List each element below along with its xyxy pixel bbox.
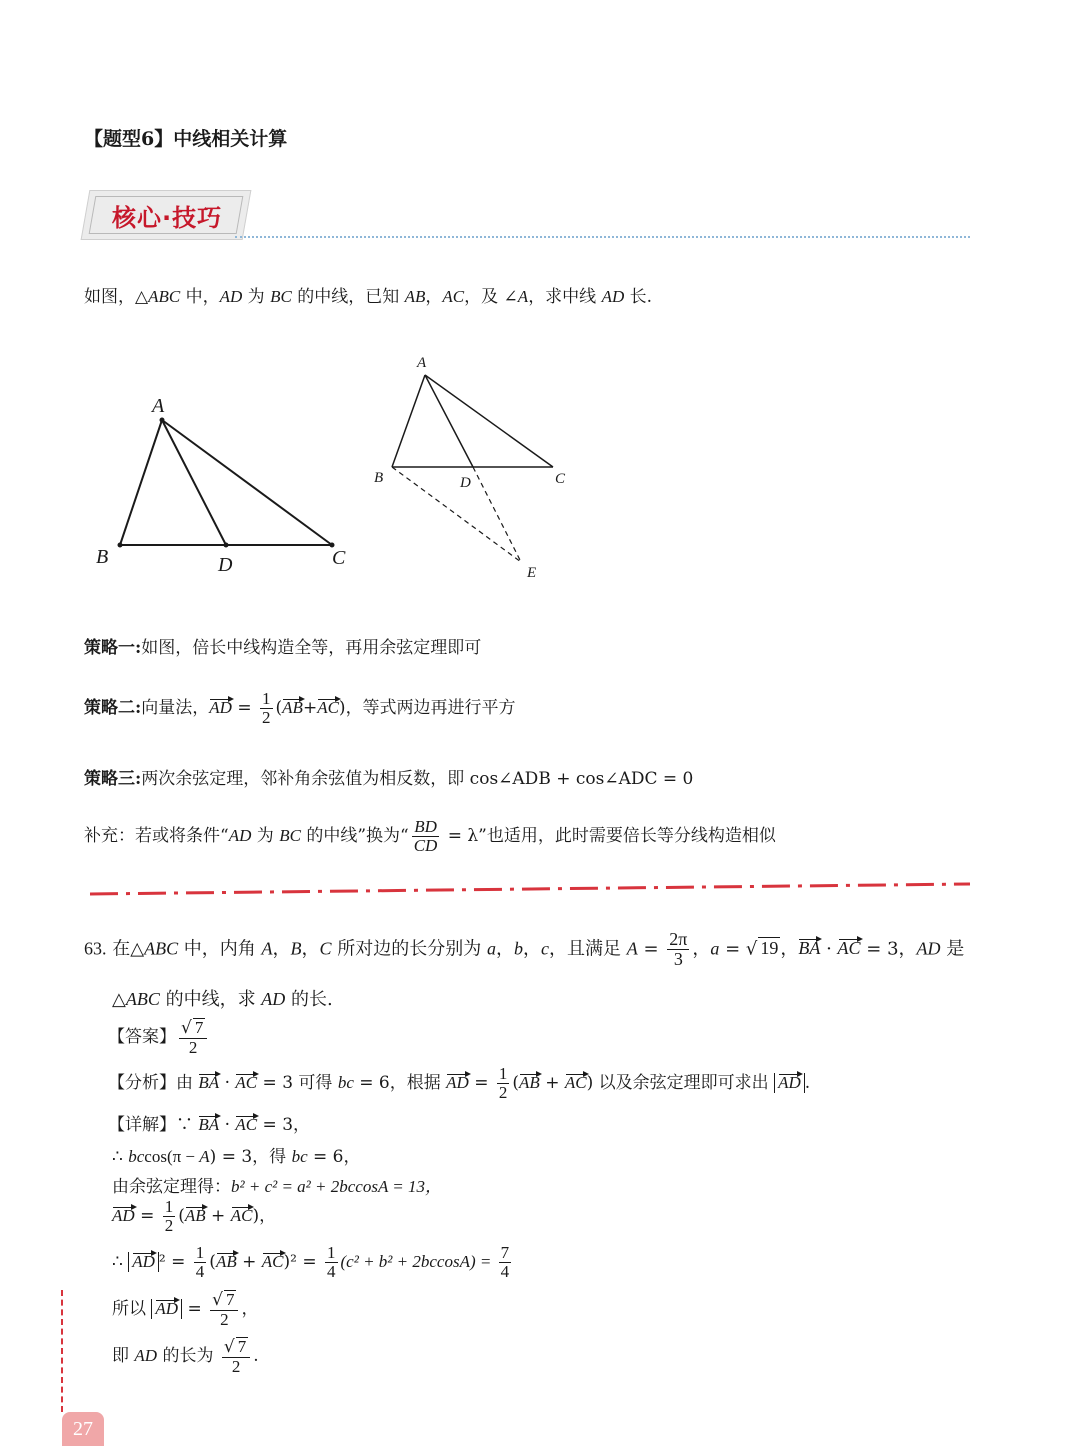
section-label: 题型6 [103,128,155,150]
fraction-one-half: $\frac{1}{2}$ [262,689,271,727]
supplement-note: 补充：若或将条件“AD 为 BC 的中线”换为“ $\frac{BD}{CD}$ = λ”也适用，此时需要倍长等分线构造相似 [84,817,776,855]
strategy-three [84,764,693,789]
bracket-open: 【 [84,128,104,150]
answer-line [108,1018,210,1057]
triangle-figure-2 [365,350,580,585]
section-title: 中线相关计算 [173,128,288,150]
fig1-median-ad [162,420,226,545]
red-dash-dot-divider [88,880,973,900]
detail-line-7: 即 AD 的长为 $\frac{√ 7}{2}$ . [112,1337,259,1376]
fig1-label-b: B [96,546,109,568]
fig2-label-a: A [417,355,427,371]
fig2-median-ad [425,375,473,467]
strategy-three-text: 两次余弦定理，邻补角余弦值为相反数，即 cos∠ADB + cos∠ADC = 0 [141,769,694,789]
answer-label: 【答案】 [108,1026,176,1047]
fig1-label-a: A [152,395,165,417]
fig1-side-ab [120,420,162,545]
triangle-figure-1 [90,390,360,580]
fig1-label-d: D [218,554,233,576]
detail-line-6: 所以 AD = $\frac{√ 7}{2}$ ， [112,1290,259,1329]
detail-line-2: ∴ bccos(π − A) = 3，得 bc = 6， [112,1147,361,1167]
fraction-2pi-3: $\frac{2\pi}{3}$ [669,929,688,969]
detail-line-4: AD = $\frac{1}{2}$ (AB + AC)， [112,1197,277,1235]
fig2-extension-de [473,467,521,562]
strategy-two: 策略二:向量法，AD = $\frac{1}{2}$ (AB+AC)，等式两边再进行平方 [84,689,516,727]
banner-text: 核心·技巧 [112,204,223,232]
fig2-label-d: D [460,475,471,491]
fig1-point-d [224,543,229,548]
problem-63-line-2: △ABC 的中线，求 AD 的长. [112,989,333,1010]
page-number: 27 [62,1412,104,1446]
problem-number: 63. [84,938,107,959]
fig2-label-c: C [555,471,566,487]
analysis-line: 【分析】由 BA · AC = 3 可得 bc = 6，根据 AD = $\frac{1}{2}$ (AB + AC) 以及余弦定理即可求出 AD . [108,1064,811,1102]
analysis-label: 【分析】 [108,1072,176,1093]
bracket-close: 】 [154,128,174,150]
fig1-point-b [118,543,123,548]
fig1-label-c: C [332,547,346,569]
detail-line-1: 【详解】∵ BA · AC = 3， [108,1115,311,1135]
fig2-side-ab [392,375,425,467]
strategy-one-text: 如图，倍长中线构造全等，再用余弦定理即可 [141,638,482,658]
fig2-side-ac [425,375,553,467]
detail-line-3: 由余弦定理得：b² + c² = a² + 2bccosA = 13， [112,1177,443,1197]
intro-paragraph: 如图，△ABC 中，AD 为 BC 的中线，已知 AB，AC，及 ∠A，求中线 AD 长. [84,287,653,307]
strategy-two-label: 策略二: [84,697,142,718]
fig1-point-a [160,418,165,423]
strategy-one-label: 策略一: [84,638,142,658]
page-margin-dashed-line [61,1290,63,1412]
fig2-label-b: B [374,470,384,486]
strategy-three-label: 策略三: [84,769,142,789]
fraction-bd-cd: $\frac{BD}{CD}$ [413,817,438,855]
detail-line-5: ∴ AD ² = $\frac{1}{4}$ (AB + AC)² = $\frac{1}{4}$ (c² + b² + 2bccosA) = $\frac{7}{4}$ [112,1243,510,1281]
banner-dotted-divider [235,236,970,238]
fig2-segment-be [392,467,521,562]
section-heading [84,124,287,151]
answer-fraction: $\frac{√ 7}{2}$ [179,1018,207,1057]
fig2-label-e: E [527,565,537,581]
fig1-side-ac [162,420,332,545]
problem-63-line-1: 63. 在△ABC 中，内角 A，B，C 所对边的长分别为 a，b，c，且满足 A = $\frac{2\pi}{3}$ ，a = √ 19 ，BA · AC = 3，AD 是 [84,929,965,969]
strategy-one [84,633,481,658]
detail-label: 【详解】 [108,1115,176,1135]
